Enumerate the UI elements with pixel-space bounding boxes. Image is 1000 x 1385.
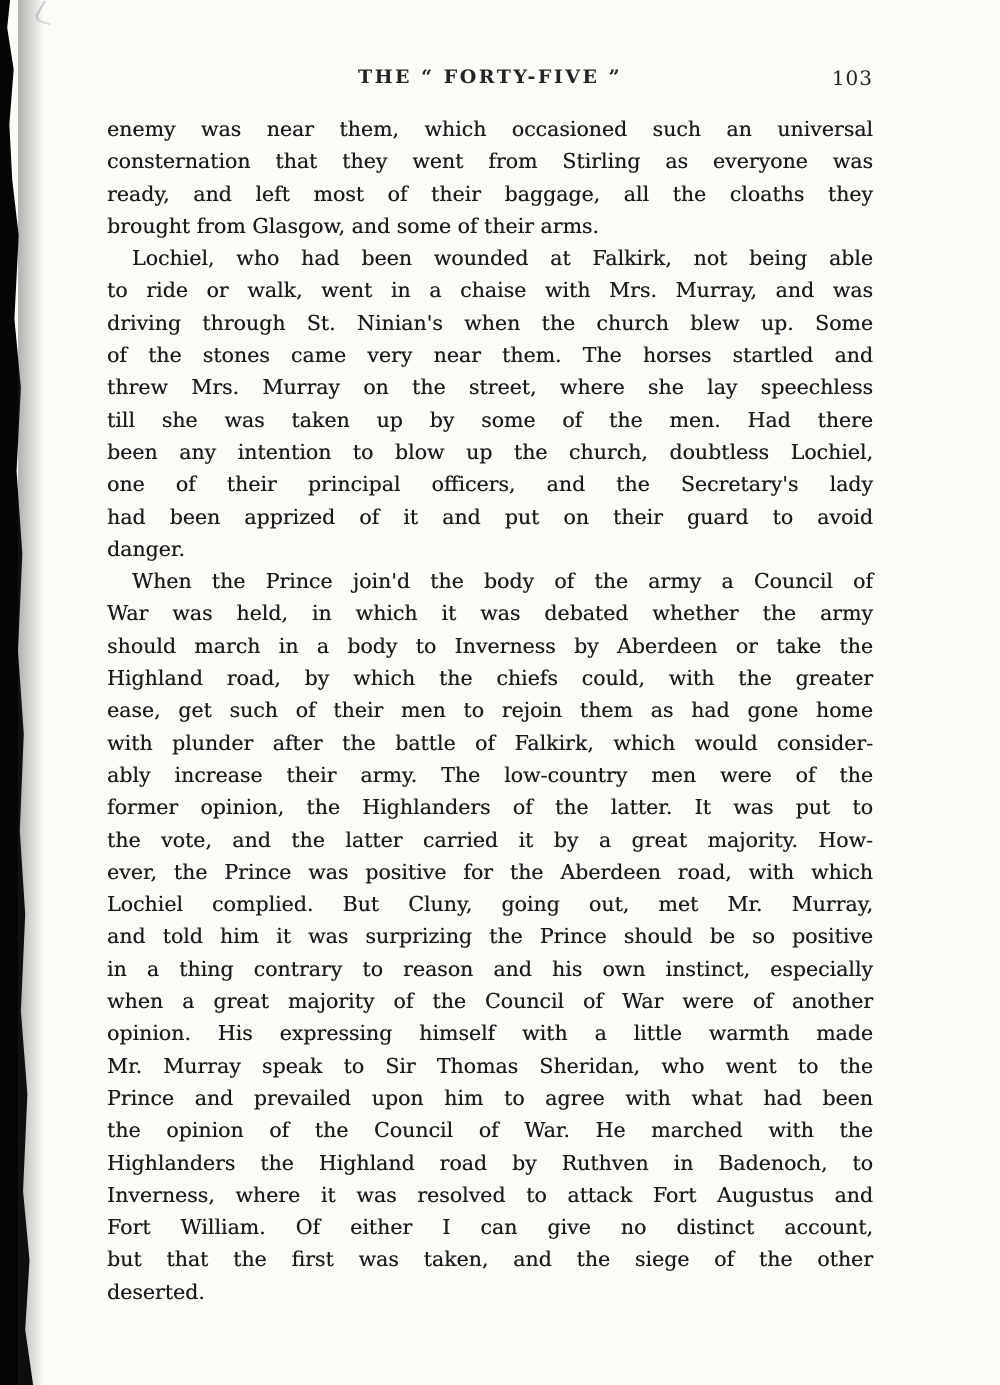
text-line: Highlanders the Highland road by Ruthven in Badenoch, to (107, 1150, 873, 1175)
text-line: deserted. (107, 1279, 205, 1304)
text-line: the opinion of the Council of War. He marched with the (107, 1118, 873, 1143)
text-line: Lochiel complied. But Cluny, going out, met Mr. Murray, (107, 892, 873, 917)
text-line: ease, get such of their men to rejoin them as had gone home (107, 698, 873, 723)
text-line: and told him it was surprizing the Prince should be so positive (107, 924, 873, 949)
text-line: Mr. Murray speak to Sir Thomas Sheridan, who went to the (107, 1053, 873, 1078)
paragraph (107, 565, 873, 1308)
page-number: 103 (831, 66, 873, 90)
text-line: Inverness, where it was resolved to attack Fort Augustus and (107, 1182, 873, 1207)
text-line: War was held, in which it was debated whether the army (107, 601, 873, 626)
text-line: driving through St. Ninian's when the church blew up. Some (107, 310, 873, 335)
text-line: in a thing contrary to reason and his own instinct, especially (107, 956, 873, 981)
text-line: danger. (107, 536, 185, 561)
text-line: ready, and left most of their baggage, all the cloaths they (107, 181, 873, 206)
text-line: Fort William. Of either I can give no distinct account, (107, 1215, 873, 1240)
page-content (107, 0, 873, 1308)
paragraph (107, 242, 873, 565)
page-header (107, 66, 873, 92)
text-line: of the stones came very near them. The horses startled and (107, 343, 873, 368)
text-line: with plunder after the battle of Falkirk, which would consider- (107, 730, 873, 755)
text-line: Prince and prevailed upon him to agree with what had been (107, 1085, 873, 1110)
text-line: the vote, and the latter carried it by a great majority. How- (107, 827, 873, 852)
pencil-mark (33, 0, 61, 25)
text-line: been any intention to blow up the church, doubtless Lochiel, (107, 439, 873, 464)
binding-edge (0, 0, 36, 1385)
text-line: Highland road, by which the chiefs could, with the greater (107, 666, 873, 691)
text-line: ever, the Prince was positive for the Aberdeen road, with which (107, 859, 873, 884)
text-line: till she was taken up by some of the men. Had there (107, 407, 873, 432)
paragraph (107, 113, 873, 242)
text-line: one of their principal officers, and the Secretary's lady (107, 472, 873, 497)
text-line: opinion. His expressing himself with a little warmth made (107, 1021, 873, 1046)
text-line: brought from Glasgow, and some of their arms. (107, 213, 599, 238)
body-text (107, 113, 873, 1308)
text-line: former opinion, the Highlanders of the latter. It was put to (107, 795, 873, 820)
text-line: had been apprized of it and put on their guard to avoid (107, 504, 873, 529)
text-line: should march in a body to Inverness by Aberdeen or take the (107, 633, 873, 658)
text-line: enemy was near them, which occasioned such an universal (107, 117, 873, 141)
text-line: When the Prince join'd the body of the army a Council of (132, 569, 873, 594)
running-title: THE “ FORTY-FIVE ” (357, 66, 623, 88)
text-line: to ride or walk, went in a chaise with Mrs. Murray, and was (107, 278, 873, 303)
text-line: Lochiel, who had been wounded at Falkirk, not being able (132, 246, 873, 271)
text-line: but that the first was taken, and the siege of the other (107, 1247, 873, 1272)
text-line: consternation that they went from Stirling as everyone was (107, 149, 873, 174)
text-line: threw Mrs. Murray on the street, where she lay speechless (107, 375, 873, 400)
text-line: when a great majority of the Council of War were of another (107, 989, 873, 1014)
text-line: ably increase their army. The low-country men were of the (107, 762, 873, 787)
